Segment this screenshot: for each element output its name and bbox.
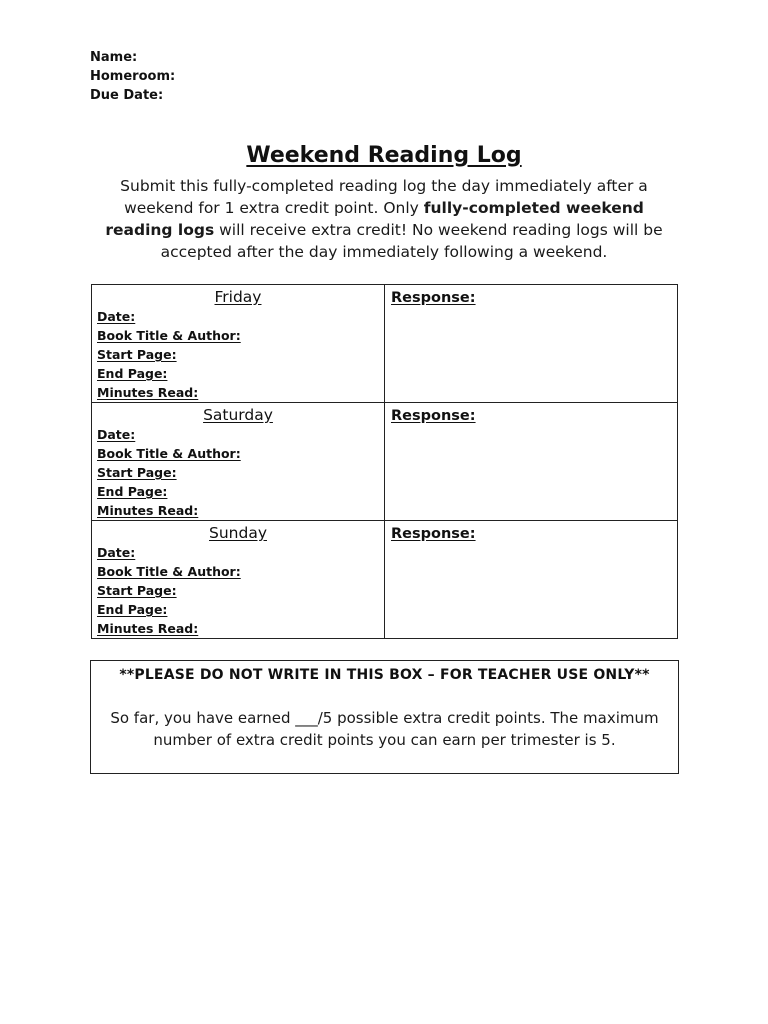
start-page-label: Start Page: [97, 465, 177, 480]
table-row-sunday [92, 521, 678, 639]
field-list [92, 307, 384, 402]
day-cell-sunday [92, 521, 385, 639]
due-date-label: Due Date: [90, 88, 164, 103]
field-list [92, 543, 384, 638]
instructions-bold-text: fully-completed weekend reading logs [105, 199, 644, 239]
day-title: Friday [214, 288, 262, 306]
end-page-label: End Page: [97, 602, 168, 617]
teacher-box-text: So far, you have earned ___/5 possible extra credit points. The maximum number of extra credit points you can earn per trimester is 5. [110, 709, 659, 749]
teacher-box-heading: **PLEASE DO NOT WRITE IN THIS BOX – FOR TEACHER USE ONLY** [119, 667, 650, 683]
name-label: Name: [90, 50, 138, 65]
minutes-read-label: Minutes Read: [97, 385, 199, 400]
instructions-text-2: will receive extra credit! No weekend reading logs will be accepted after the day immediately following a weekend. [160, 221, 663, 261]
teacher-use-box [90, 660, 679, 774]
end-page-label: End Page: [97, 366, 168, 381]
reading-log-table [91, 284, 678, 639]
page-title: Weekend Reading Log [246, 143, 522, 168]
minutes-read-label: Minutes Read: [97, 621, 199, 636]
start-page-label: Start Page: [97, 583, 177, 598]
response-label: Response: [391, 290, 476, 306]
day-title: Saturday [203, 406, 273, 424]
field-list [92, 425, 384, 520]
instructions-text-1: Submit this fully-completed reading log the day immediately after a weekend for 1 extra credit point. Only [120, 177, 648, 217]
minutes-read-label: Minutes Read: [97, 503, 199, 518]
response-cell-friday [385, 285, 678, 403]
response-cell-sunday [385, 521, 678, 639]
response-cell-saturday [385, 403, 678, 521]
table-row-friday [92, 285, 678, 403]
homeroom-label: Homeroom: [90, 69, 176, 84]
book-title-author-label: Book Title & Author: [97, 446, 241, 461]
end-page-label: End Page: [97, 484, 168, 499]
response-label: Response: [391, 408, 476, 424]
date-field-label: Date: [97, 427, 136, 442]
day-cell-saturday [92, 403, 385, 521]
day-cell-friday [92, 285, 385, 403]
book-title-author-label: Book Title & Author: [97, 564, 241, 579]
student-info-block [90, 48, 175, 105]
response-label: Response: [391, 526, 476, 542]
start-page-label: Start Page: [97, 347, 177, 362]
instructions-paragraph [88, 175, 680, 263]
date-field-label: Date: [97, 309, 136, 324]
table-row-saturday [92, 403, 678, 521]
date-field-label: Date: [97, 545, 136, 560]
day-title: Sunday [209, 524, 267, 542]
book-title-author-label: Book Title & Author: [97, 328, 241, 343]
